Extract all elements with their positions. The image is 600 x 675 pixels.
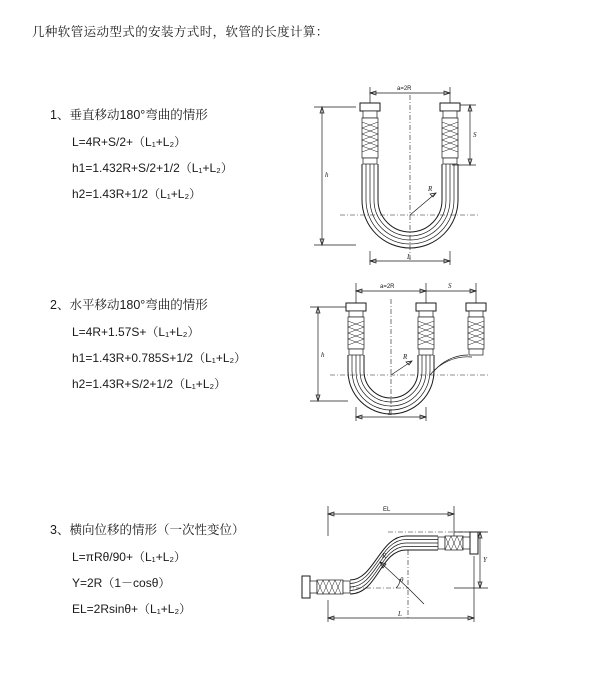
dim-label-l: L <box>407 253 411 261</box>
dim-label-r: R <box>428 185 433 193</box>
dim-label-l-3: L <box>398 610 402 618</box>
section-2-heading: 2、水平移动180°弯曲的情形 <box>50 298 208 312</box>
dim-label-s: S <box>473 131 477 139</box>
section-1-formula-1: L=4R+S/2+（L₁+L₂） <box>72 135 187 149</box>
vertical-180-bend-diagram <box>300 65 500 275</box>
section-1-heading: 1、垂直移动180°弯曲的情形 <box>50 108 208 122</box>
dim-label-h: h <box>325 171 329 179</box>
lateral-offset-diagram <box>288 500 498 630</box>
dim-label-l-2: L <box>388 409 392 417</box>
horizontal-180-bend-diagram <box>300 275 500 435</box>
page-title: 几种软管运动型式的安装方式时，软管的长度计算： <box>32 25 329 39</box>
section-1-text <box>50 105 300 211</box>
section-3-formula-3: EL=2Rsinθ+（L₁+L₂） <box>72 602 192 616</box>
dim-label-y: Y <box>483 556 487 564</box>
dim-label-s-2: S <box>448 282 452 290</box>
section-3-formula-1: L=πRθ/90+（L₁+L₂） <box>72 550 187 564</box>
section-1-formula-2: h1=1.432R+S/2+1/2（L₁+L₂） <box>72 161 233 175</box>
dim-label-el: EL <box>383 507 391 513</box>
section-2-text <box>50 295 300 401</box>
section-3-text <box>50 520 300 626</box>
section-2-formula-2: h1=1.43R+0.785S+1/2（L₁+L₂） <box>72 351 247 365</box>
section-3-heading: 3、横向位移的情形（一次性变位） <box>50 523 245 537</box>
section-1-formula-3: h2=1.43R+1/2（L₁+L₂） <box>72 187 202 201</box>
dim-label-r-2: R <box>403 353 408 361</box>
dim-label-a2r-2: a=2R <box>380 284 395 290</box>
section-2-formula-1: L=4R+1.57S+（L₁+L₂） <box>72 325 200 339</box>
section-2-formula-3: h2=1.43R+S/2+1/2（L₁+L₂） <box>72 377 227 391</box>
dim-label-a2r: a=2R <box>397 86 412 92</box>
section-3-formula-2: Y=2R（1－cosθ） <box>72 576 171 590</box>
dim-label-r-3: R <box>382 552 387 560</box>
dim-label-theta: θ <box>400 576 404 584</box>
dim-label-h-2: h <box>321 351 325 359</box>
